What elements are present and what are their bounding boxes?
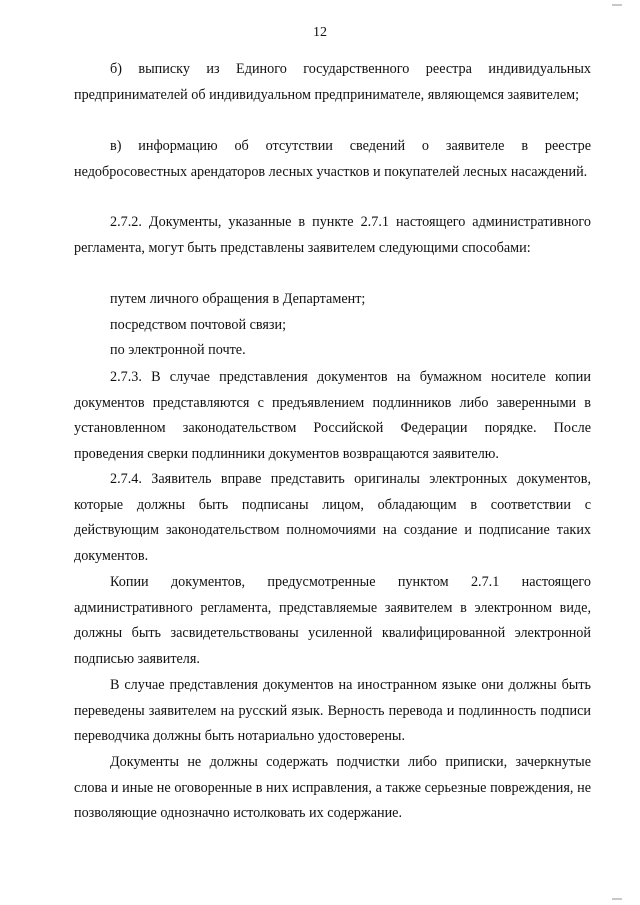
- scan-mark-top: [612, 4, 622, 6]
- paragraph-v-information: в) информацию об отсутствии сведений о заявителе в реестре недобросовестных арендаторов лесных участков и покупателей лесных насаждений.: [74, 138, 591, 180]
- paragraph-foreign-language: В случае представления документов на иностранном языке они должны быть переведены заявителем на русский язык. Верность перевода и подлинность подписи переводчика должны быть нотариально удостоверены.: [74, 677, 591, 745]
- method-post: посредством почтовой связи;: [110, 317, 287, 333]
- method-personal: путем личного обращения в Департамент;: [110, 291, 366, 307]
- paragraph-copies: Копии документов, предусмотренные пунктом 2.7.1 настоящего административного регламента, представляемые заявителем в электронном виде, должны быть засвидетельствованы усиленной квалифицированной электронной подписью заявителя.: [74, 574, 591, 667]
- paragraph-2-7-2: 2.7.2. Документы, указанные в пункте 2.7.1 настоящего административного регламента, могут быть представлены заявителем следующими способами:: [74, 214, 591, 256]
- paragraph-b-extract: б) выписку из Единого государственного реестра индивидуальных предпринимателей об индивидуальном предпринимателе, являющемся заявителем;: [74, 61, 591, 103]
- paragraph-2-7-3: 2.7.3. В случае представления документов на бумажном носителе копии документов представляются с предъявлением подлинников либо заверенными в установленном законодательством Российской Федерации порядке. После проведения сверки подлинники документов возвращаются заявителю.: [74, 369, 591, 462]
- page-number: 12: [313, 25, 327, 40]
- paragraph-no-corrections: Документы не должны содержать подчистки либо приписки, зачеркнутые слова и иные не оговоренные в них исправления, а также серьезные повреждения, не позволяющие однозначно истолковать их содержание.: [74, 754, 591, 822]
- scan-mark-bottom: [612, 898, 622, 900]
- paragraph-2-7-4: 2.7.4. Заявитель вправе представить оригиналы электронных документов, которые должны быть подписаны лицом, обладающим в соответствии с действующим законодательством полномочиями на создание и подписание таких документов.: [74, 471, 591, 564]
- method-email: по электронной почте.: [110, 342, 246, 358]
